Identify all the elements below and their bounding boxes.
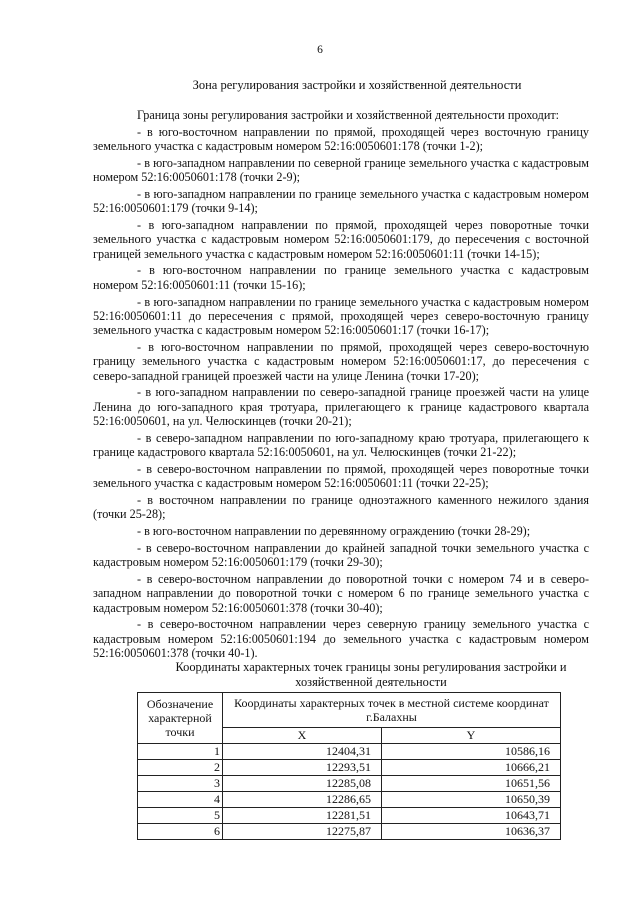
table-row — [138, 760, 561, 776]
table-row — [138, 776, 561, 792]
x-value: 12293,51 — [223, 760, 382, 776]
x-value: 12404,31 — [223, 744, 382, 760]
point-id: 5 — [138, 808, 223, 824]
paragraph-item: - в юго-западном направлении по границе земельного участка с кадастровым номером 52:16:0050601:11 до пересечения с прямой, проходящей через северо-восточную границу земельного участка с кадастровым номером 52:16:0050601:17 (точки 16-17); — [93, 294, 589, 338]
x-value: 12286,65 — [223, 792, 382, 808]
paragraph-item: - в восточном направлении по границе одноэтажного каменного нежилого здания (точки 25-28); — [93, 492, 589, 522]
paragraph-item: - в северо-восточном направлении по прямой, проходящей через поворотные точки земельного участка с кадастровым номером 52:16:0050601:11 (точки 22-25); — [93, 461, 589, 491]
y-value: 10650,39 — [382, 792, 561, 808]
boundary-description — [93, 108, 589, 663]
paragraph-item: - в юго-восточном направлении по прямой, проходящей через восточную границу земельного участка с кадастровым номером 52:16:0050601:178 (точки 1-2); — [93, 124, 589, 154]
paragraph-item: - в северо-восточном направлении до крайней западной точки земельного участка с кадастровым номером 52:16:0050601:179 (точки 29-30); — [93, 540, 589, 570]
paragraph-item: - в юго-восточном направлении по деревянному ограждению (точки 28-29); — [137, 524, 531, 539]
paragraph-intro: Граница зоны регулирования застройки и хозяйственной деятельности проходит: — [137, 108, 560, 122]
table-row — [138, 744, 561, 760]
column-header-point: Обозначение характерной точки — [138, 693, 223, 744]
coordinates-table — [137, 692, 561, 840]
column-header-coordinates: Координаты характерных точек в местной системе координат г.Балахны — [223, 693, 561, 728]
y-value: 10586,16 — [382, 744, 561, 760]
point-id: 1 — [138, 744, 223, 760]
paragraph-item: - в юго-восточном направлении по границе земельного участка с кадастровым номером 52:16:0050601:11 (точки 15-16); — [93, 263, 589, 292]
table-title: Координаты характерных точек границы зоны регулирования застройки и хозяйственной деятельности — [175, 660, 567, 689]
y-value: 10643,71 — [382, 808, 561, 824]
x-value: 12275,87 — [223, 824, 382, 840]
table-row — [138, 824, 561, 840]
x-value: 12285,08 — [223, 776, 382, 792]
section-heading: Зона регулирования застройки и хозяйственной деятельности — [192, 78, 522, 92]
point-id: 6 — [138, 824, 223, 840]
column-header-x: X — [223, 728, 382, 744]
point-id: 4 — [138, 792, 223, 808]
paragraph-item: - в юго-западном направлении по прямой, проходящей через поворотные точки земельного участка с кадастровым номером 52:16:0050601:179, до пересечения с восточной границей земельного участка с кадастровым номером 52:16:0050601:11 (точки 14-15); — [93, 218, 589, 261]
point-id: 3 — [138, 776, 223, 792]
paragraph-item: - в юго-восточном направлении по прямой, проходящей через северо-восточную границу земельного участка с кадастровым номером 52:16:0050601:17, до пересечения с северо-западной границей проезжей части на улице Ленина (точки 17-20); — [93, 339, 589, 383]
paragraph-item: - в юго-западном направлении по северной границе земельного участка с кадастровым номером 52:16:0050601:178 (точки 2-9); — [93, 155, 589, 185]
table-row — [138, 792, 561, 808]
y-value: 10666,21 — [382, 760, 561, 776]
paragraph-item: - в северо-восточном направлении до поворотной точки с номером 74 и в северо-западном направлении до поворотной точки с номером 6 по границе земельного участка с кадастровым номером 52:16:0050601:378 (точки 30-40); — [93, 571, 589, 615]
paragraph-item: - в северо-восточном направлении через северную границу земельного участка с кадастровым номером 52:16:0050601:194 до земельного участка с кадастровым номером 52:16:0050601:378 (точки 40-1). — [93, 617, 589, 660]
table-row — [138, 808, 561, 824]
page-number: 6 — [317, 44, 323, 56]
paragraph-item: - в юго-западном направлении по северо-западной границе проезжей части на улице Ленина до юго-западного края тротуара, прилегающего к границе кадастрового квартала 52:16:0050601, на ул. Челюскинцев (точки 20-21); — [93, 385, 589, 428]
y-value: 10636,37 — [382, 824, 561, 840]
paragraph-item: - в юго-западном направлении по границе земельного участка с кадастровым номером 52:16:0050601:179 (точки 9-14); — [93, 186, 589, 216]
point-id: 2 — [138, 760, 223, 776]
paragraph-item: - в северо-западном направлении по юго-западному краю тротуара, прилегающего к границе кадастрового квартала 52:16:0050601, на ул. Челюскинцев (точки 21-22); — [93, 430, 589, 460]
column-header-y: Y — [382, 728, 561, 744]
y-value: 10651,56 — [382, 776, 561, 792]
x-value: 12281,51 — [223, 808, 382, 824]
